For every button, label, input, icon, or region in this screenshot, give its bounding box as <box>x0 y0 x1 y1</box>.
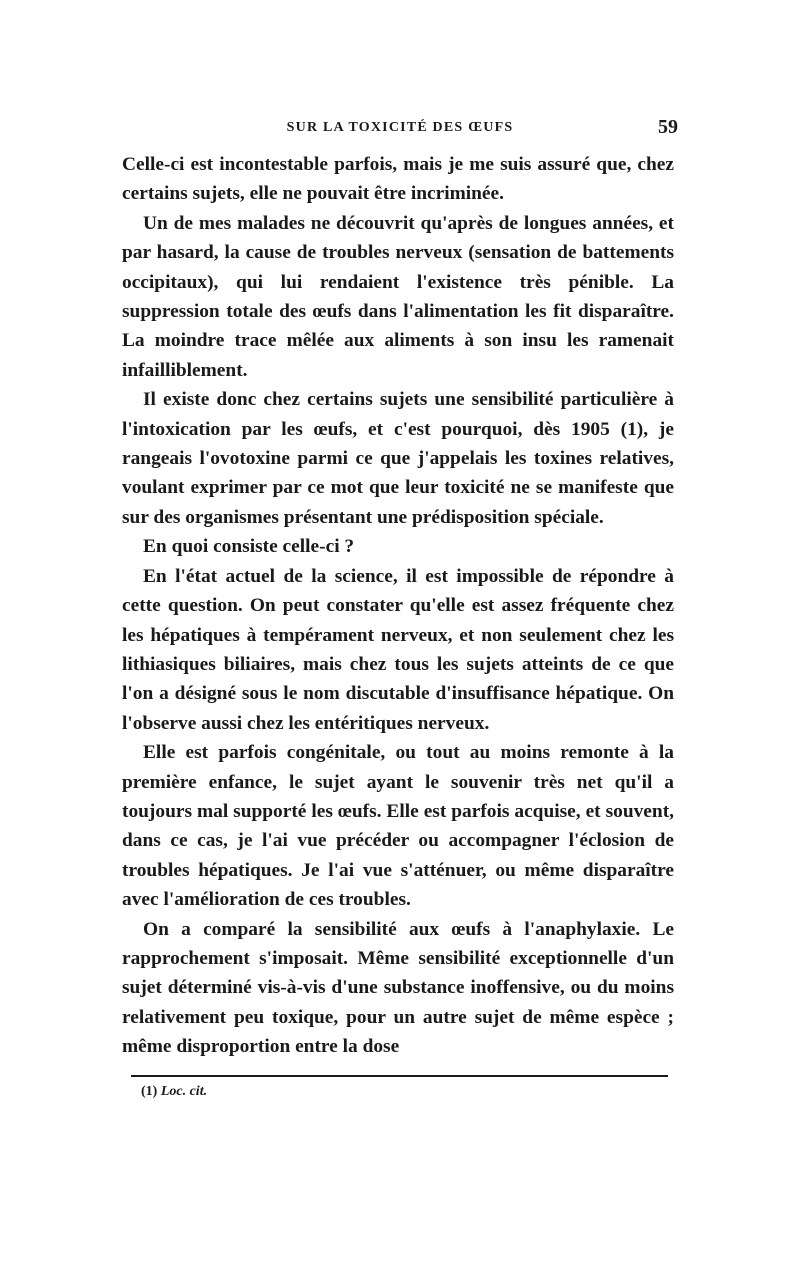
paragraph-5: En l'état actuel de la science, il est impossible de répondre à cette question. On peut constater qu'elle est assez fréquente chez les hépatiques à tempérament nerveux, et non seulement chez les lithiasiques biliaires, mais chez tous les sujets atteints de ce que l'on a désigné sous le nom discutable d'insuffisance hépatique. On l'observe aussi chez les entéritiques nerveux. <box>122 565 674 734</box>
paragraph-3: Il existe donc chez certains sujets une sensibilité particulière à l'intoxication par les œufs, et c'est pourquoi, dès 1905 (1), je rangeais l'ovotoxine parmi ce que j'appelais les toxines relatives, voulant exprimer par ce mot que leur toxicité ne se manifeste que sur des organismes présentant une prédisposition spéciale. <box>122 389 674 528</box>
paragraph-7: On a comparé la sensibilité aux œufs à l'anaphylaxie. Le rapprochement s'imposait. Même sensibilité exceptionnelle d'un sujet déterminé vis-à-vis d'une substance inoffensive, ou du moins relativement peu toxique, pour un autre sujet de même espèce ; même disproportion entre la dose <box>122 918 674 1058</box>
paragraph-6: Elle est parfois congénitale, ou tout au moins remonte à la première enfance, le sujet ayant le souvenir très net qu'il a toujours mal supporté les œufs. Elle est parfois acquise, et souvent, dans ce cas, je l'ai vue précéder ou accompagner l'éclosion de troubles hépatiques. Je l'ai vue s'atténuer, ou même disparaître avec l'amélioration de ces troubles. <box>122 742 674 911</box>
footnote-marker: (1) <box>141 1084 158 1099</box>
page-number: 59 <box>658 116 678 138</box>
footnote-divider <box>131 1075 668 1077</box>
paragraph-4: En quoi consiste celle-ci ? <box>143 536 355 558</box>
paragraph-2: Un de mes malades ne découvrit qu'après de longues années, et par hasard, la cause de troubles nerveux (sensation de battements occipitaux), qui lui rendaient l'existence très pénible. La suppression totale des œufs dans l'alimentation les fit disparaître. La moindre trace mêlée aux aliments à son insu les ramenait infailliblement. <box>122 212 674 381</box>
running-title: SUR LA TOXICITÉ DES ŒUFS <box>286 120 514 135</box>
footnote-text: Loc. cit. <box>160 1084 208 1099</box>
footnote <box>141 1084 207 1100</box>
paragraph-1: Celle-ci est incontestable parfois, mais je me suis assuré que, chez certains sujets, elle ne pouvait être incriminée. <box>122 154 674 205</box>
body-text <box>122 150 674 1062</box>
page-header <box>120 118 680 140</box>
